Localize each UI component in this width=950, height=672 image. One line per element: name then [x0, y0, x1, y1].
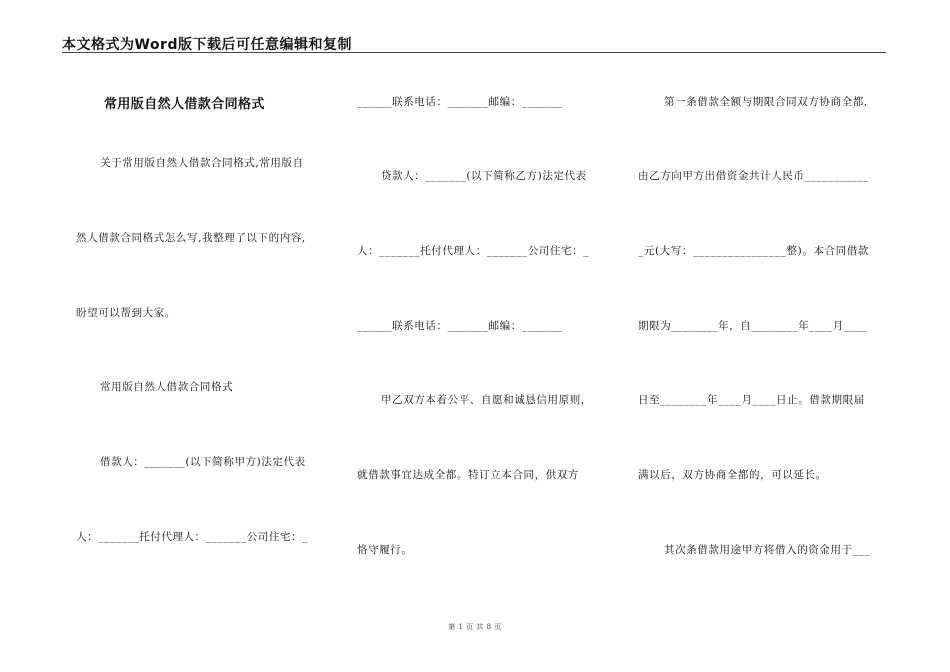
- paragraph-line: ______联系电话：_______邮编：_______: [357, 96, 563, 108]
- paragraph-line: 日至________年____月____日止。借款期限届: [638, 394, 865, 406]
- text-column-3: [638, 0, 886, 672]
- page-header: 本文格式为Word版下载后可任意编辑和复制: [62, 37, 352, 53]
- paragraph-line: 恪守履行。: [357, 544, 413, 556]
- paragraph-line: ______联系电话：_______邮编：_______: [357, 320, 563, 332]
- paragraph-line: 第一条借款全额与期限合同双方协商全都，: [664, 96, 875, 108]
- text-column-2: [357, 0, 605, 672]
- paragraph-line: 就借款事宜达成全都。特订立本合同，供双方: [357, 469, 579, 481]
- paragraph-line: 然人借款合同格式怎么写,我整理了以下的内容,: [76, 232, 306, 244]
- text-column-1: [76, 0, 324, 672]
- paragraph-line: 关于常用版自然人借款合同格式,常用版自: [100, 157, 304, 169]
- paragraph-line: 常用版自然人借款合同格式: [100, 381, 234, 393]
- paragraph-line: _元(大写：________________整)。本合同借款: [638, 245, 869, 257]
- paragraph-line: 人：_______托付代理人：_______公司住宅：_: [357, 245, 590, 257]
- paragraph-line: 贷款人：_______(以下简称乙方)法定代表: [381, 170, 587, 182]
- page-number: 第 1 页 共 8 页: [448, 623, 502, 631]
- document-title: 常用版自然人借款合同格式: [104, 97, 265, 112]
- paragraph-line: 由乙方向甲方出借资金共计人民币___________: [638, 170, 869, 182]
- paragraph-line: 借款人：_______(以下简称甲方)法定代表: [100, 456, 306, 468]
- paragraph-line: 人：_______托付代理人：_______公司住宅：_: [76, 531, 309, 543]
- paragraph-line: 其次条借款用途甲方将借入的资金用于___: [664, 544, 871, 556]
- paragraph-line: 甲乙双方本着公平、自愿和诚恳信用原则，: [381, 394, 592, 406]
- paragraph-line: 期限为________年，自________年____月____: [638, 320, 868, 332]
- paragraph-line: 满以后，双方协商全都的，可以延长。: [638, 469, 827, 481]
- paragraph-line: 盼望可以帮到大家。: [76, 307, 176, 319]
